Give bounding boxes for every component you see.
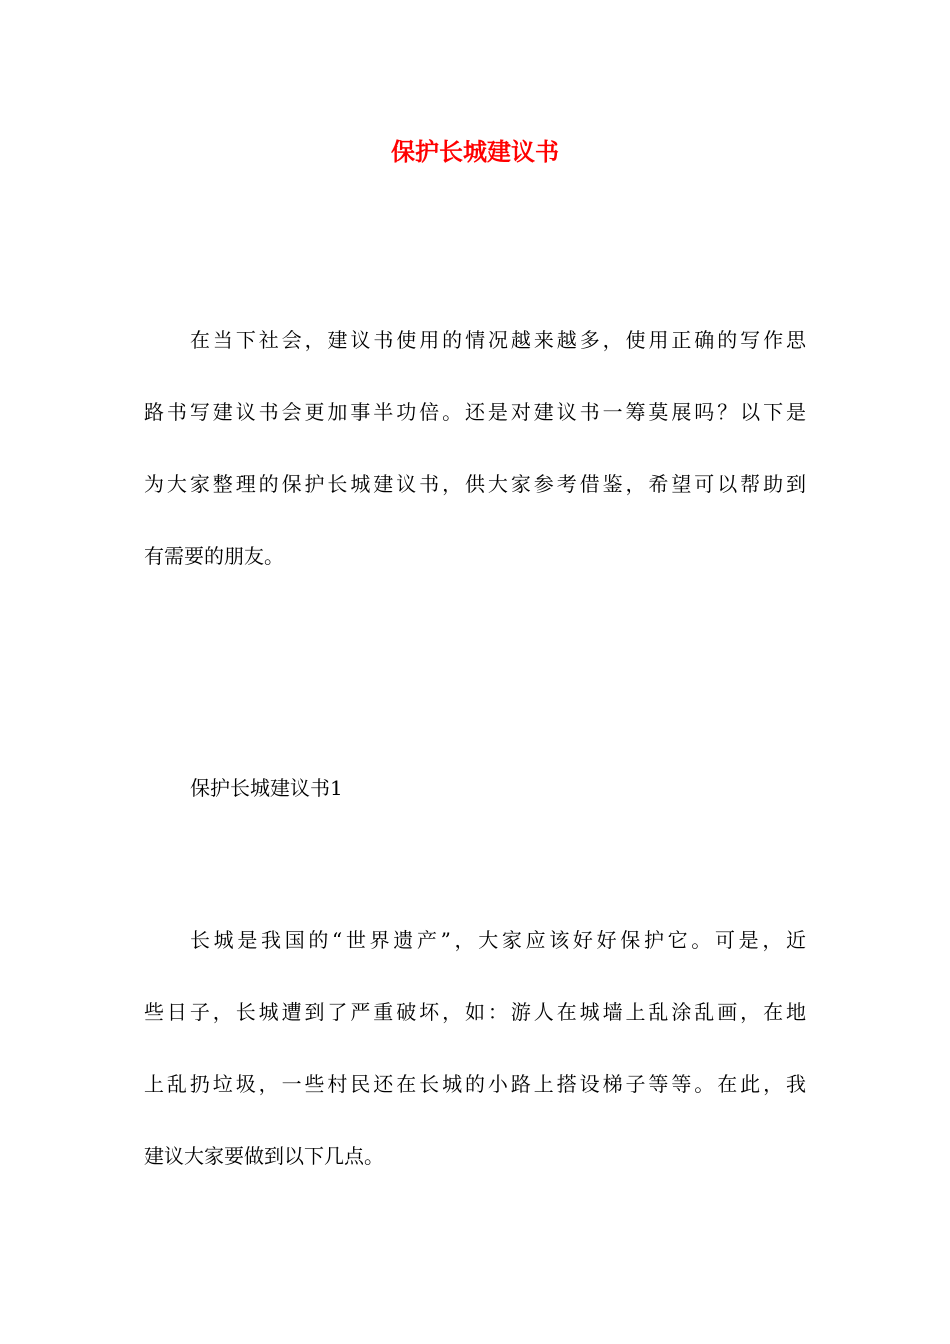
paragraph-line: 有需要的朋友。	[144, 544, 284, 568]
body-paragraph	[144, 904, 806, 1192]
paragraph-line: 在当下社会，建议书使用的情况越来越多，使用正确的写作思	[190, 328, 806, 352]
paragraph-line: 路书写建议书会更加事半功倍。还是对建议书一筹莫展吗？以下是	[144, 400, 806, 424]
intro-paragraph	[144, 304, 806, 592]
paragraph-line: 建议大家要做到以下几点。	[144, 1144, 384, 1168]
section-heading: 保护长城建议书1	[190, 776, 343, 800]
paragraph-line: 上乱扔垃圾，一些村民还在长城的小路上搭设梯子等等。在此，我	[144, 1072, 806, 1096]
paragraph-line: 些日子，长城遭到了严重破坏，如：游人在城墙上乱涂乱画，在地	[144, 1000, 806, 1024]
paragraph-line: 长城是我国的“世界遗产”，大家应该好好保护它。可是，近	[190, 928, 806, 952]
document-title: 保护长城建议书	[391, 137, 559, 166]
paragraph-line: 为大家整理的保护长城建议书，供大家参考借鉴，希望可以帮助到	[144, 472, 806, 496]
